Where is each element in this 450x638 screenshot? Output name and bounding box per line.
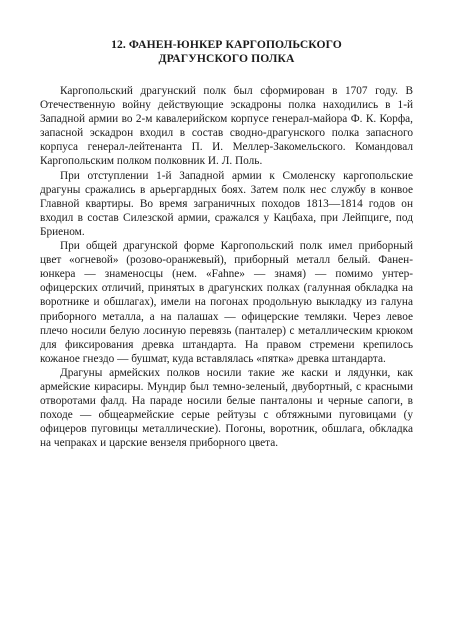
document-page	[40, 38, 413, 450]
paragraph-2: При отступлении 1-й Западной армии к Смоленску каргопольские драгуны сражались в арьергардных боях. Затем полк нес службу в конвое Главной квартиры. Во время заграничных походов 1813—1814 годов он входил в состав Силезской армии, сражался у Кацбаха, при Лейпциге, под Бриеном.	[40, 169, 413, 238]
article-title-line-1: 12. ФАНЕН-ЮНКЕР КАРГОПОЛЬСКОГО	[111, 38, 342, 51]
paragraph-4: Драгуны армейских полков носили такие же каски и лядунки, как армейские кирасиры. Мундир был темно-зеленый, двубортный, с красными отворотами фалд. На параде носили белые панталоны и черные сапоги, в походе — общеармейские серые рейтузы с обтяжными пуговицами (у офицеров пуговицы металлические). Погоны, воротник, обшлага, обкладка на чепраках и царские вензеля приборного цвета.	[40, 366, 413, 450]
paragraph-3: При общей драгунской форме Каргопольский полк имел приборный цвет «огневой» (розово-оранжевый), приборный металл белый. Фанен-юнкера — знаменосцы (нем. «Fahne» — знамя) — помимо унтер-офицерских отличий, принятых в драгунских полках (галунная обкладка на воротнике и обшлагах), имели на погонах продольную выкладку из галуна приборного металла, а на палашах — офицерские темляки. Через левое плечо носили белую лосиную перевязь (панталер) с металлическим крюком для фиксирования древка штандарта. На правом стремени крепилось кожаное гнездо — бушмат, куда вставлялась «пятка» древка штандарта.	[40, 240, 413, 365]
article-title	[40, 38, 413, 66]
article-title-line-2: ДРАГУНСКОГО ПОЛКА	[158, 52, 295, 65]
paragraph-1: Каргопольский драгунский полк был сформирован в 1707 году. В Отечественную войну действующие эскадроны полка находились в 1-й Западной армии во 2-м кавалерийском корпусе генерал-майора Ф. К. Корфа, запасной эскадрон входил в состав сводно-драгунского полка запасного корпуса генерал-лейтенанта П. И. Меллер-Закомельского. Командовал Каргопольским полком полковник И. Л. Поль.	[40, 85, 413, 168]
